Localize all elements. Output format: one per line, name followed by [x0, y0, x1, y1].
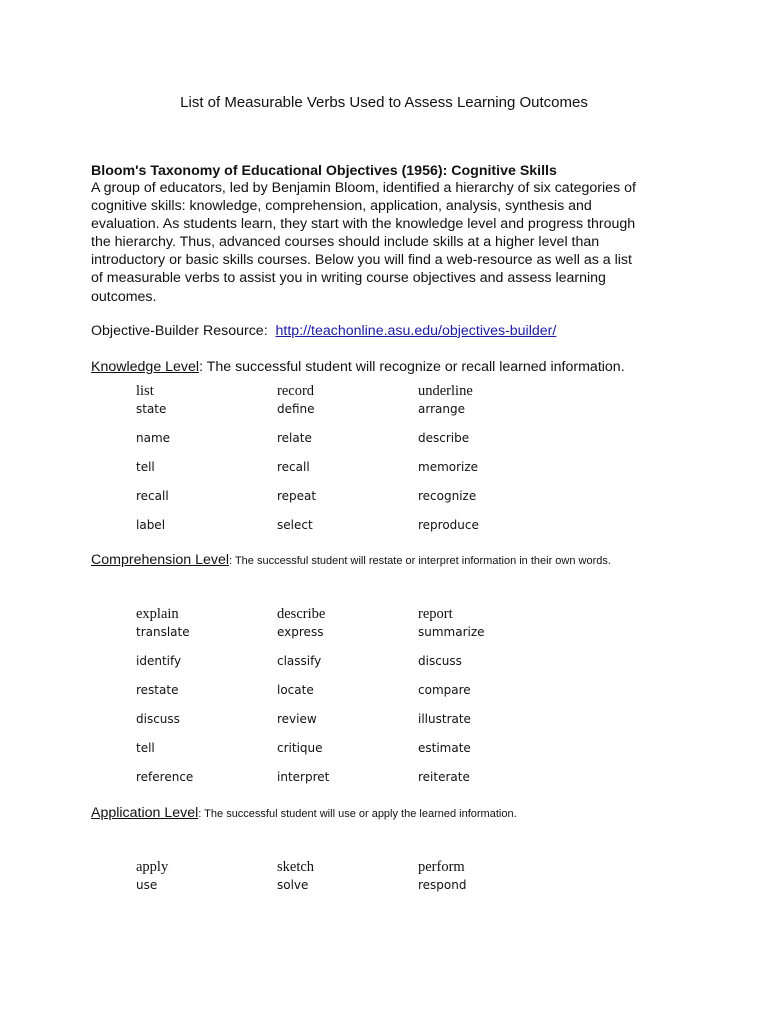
intro-line: the hierarchy. Thus, advanced courses should include skills at a higher level than — [91, 234, 600, 251]
verb: underline — [418, 383, 473, 399]
level-description: : The successful student will recognize or recall learned information. — [199, 359, 625, 375]
verb: perform — [418, 859, 465, 875]
verb: record — [277, 383, 315, 399]
verb: describe — [277, 606, 326, 622]
resource-label: Objective-Builder Resource: — [91, 323, 268, 339]
verb: summarize — [418, 625, 485, 639]
level-name: Application Level — [91, 805, 199, 821]
verb: restate — [136, 683, 179, 697]
verb: discuss — [136, 712, 180, 726]
knowledge-level-heading — [91, 357, 625, 377]
verb: relate — [277, 431, 312, 445]
intro-line: of measurable verbs to assist you in writing course objectives and assess learning — [91, 270, 606, 287]
verb: select — [277, 518, 313, 532]
verb: locate — [277, 683, 314, 697]
verb: define — [277, 402, 315, 416]
verb: reference — [136, 770, 194, 784]
verb: recognize — [418, 489, 477, 503]
verb: repeat — [277, 489, 317, 503]
verb: tell — [136, 741, 155, 755]
verb: solve — [277, 878, 309, 892]
verb: report — [418, 606, 453, 622]
page-title: List of Measurable Verbs Used to Assess Learning Outcomes — [180, 94, 588, 111]
intro-line: outcomes. — [91, 288, 157, 305]
verb: critique — [277, 741, 323, 755]
intro-paragraph — [91, 179, 691, 306]
verb: review — [277, 712, 317, 726]
verb: state — [136, 402, 167, 416]
verb: interpret — [277, 770, 330, 784]
objectives-builder-link[interactable]: http://teachonline.asu.edu/objectives-builder/ — [275, 323, 557, 339]
verb: reproduce — [418, 518, 479, 532]
resource-line — [91, 321, 556, 341]
verb: apply — [136, 859, 169, 875]
verb: memorize — [418, 460, 479, 474]
verb: identify — [136, 654, 182, 668]
verb: use — [136, 878, 158, 892]
verb: tell — [136, 460, 155, 474]
verb: label — [136, 518, 166, 532]
level-name: Comprehension Level — [91, 552, 230, 568]
section-heading: Bloom's Taxonomy of Educational Objectives (1956): Cognitive Skills — [91, 163, 557, 179]
verb: estimate — [418, 741, 471, 755]
verb: describe — [418, 431, 470, 445]
verb: compare — [418, 683, 471, 697]
verb: explain — [136, 606, 179, 622]
intro-line: cognitive skills: knowledge, comprehension, application, analysis, synthesis and — [91, 198, 592, 215]
verb: respond — [418, 878, 467, 892]
intro-line: evaluation. As students learn, they start with the knowledge level and progress through — [91, 216, 636, 233]
application-level-heading — [91, 803, 517, 824]
level-name: Knowledge Level — [91, 359, 200, 375]
verb: express — [277, 625, 324, 639]
verb: name — [136, 431, 171, 445]
verb: list — [136, 383, 154, 399]
verb: illustrate — [418, 712, 471, 726]
verb: recall — [277, 460, 310, 474]
verb: translate — [136, 625, 190, 639]
verb: classify — [277, 654, 322, 668]
verb: discuss — [418, 654, 462, 668]
intro-line: A group of educators, led by Benjamin Bloom, identified a hierarchy of six categories of — [91, 180, 636, 196]
comprehension-level-heading — [91, 550, 611, 571]
verb: arrange — [418, 402, 465, 416]
intro-line: introductory or basic skills courses. Below you will find a web-resource as well as a list — [91, 252, 632, 269]
verb: recall — [136, 489, 169, 503]
level-description: : The successful student will restate or interpret information in their own words. — [229, 555, 611, 567]
verb: sketch — [277, 859, 315, 875]
verb: reiterate — [418, 770, 470, 784]
level-description: : The successful student will use or apply the learned information. — [198, 808, 517, 820]
